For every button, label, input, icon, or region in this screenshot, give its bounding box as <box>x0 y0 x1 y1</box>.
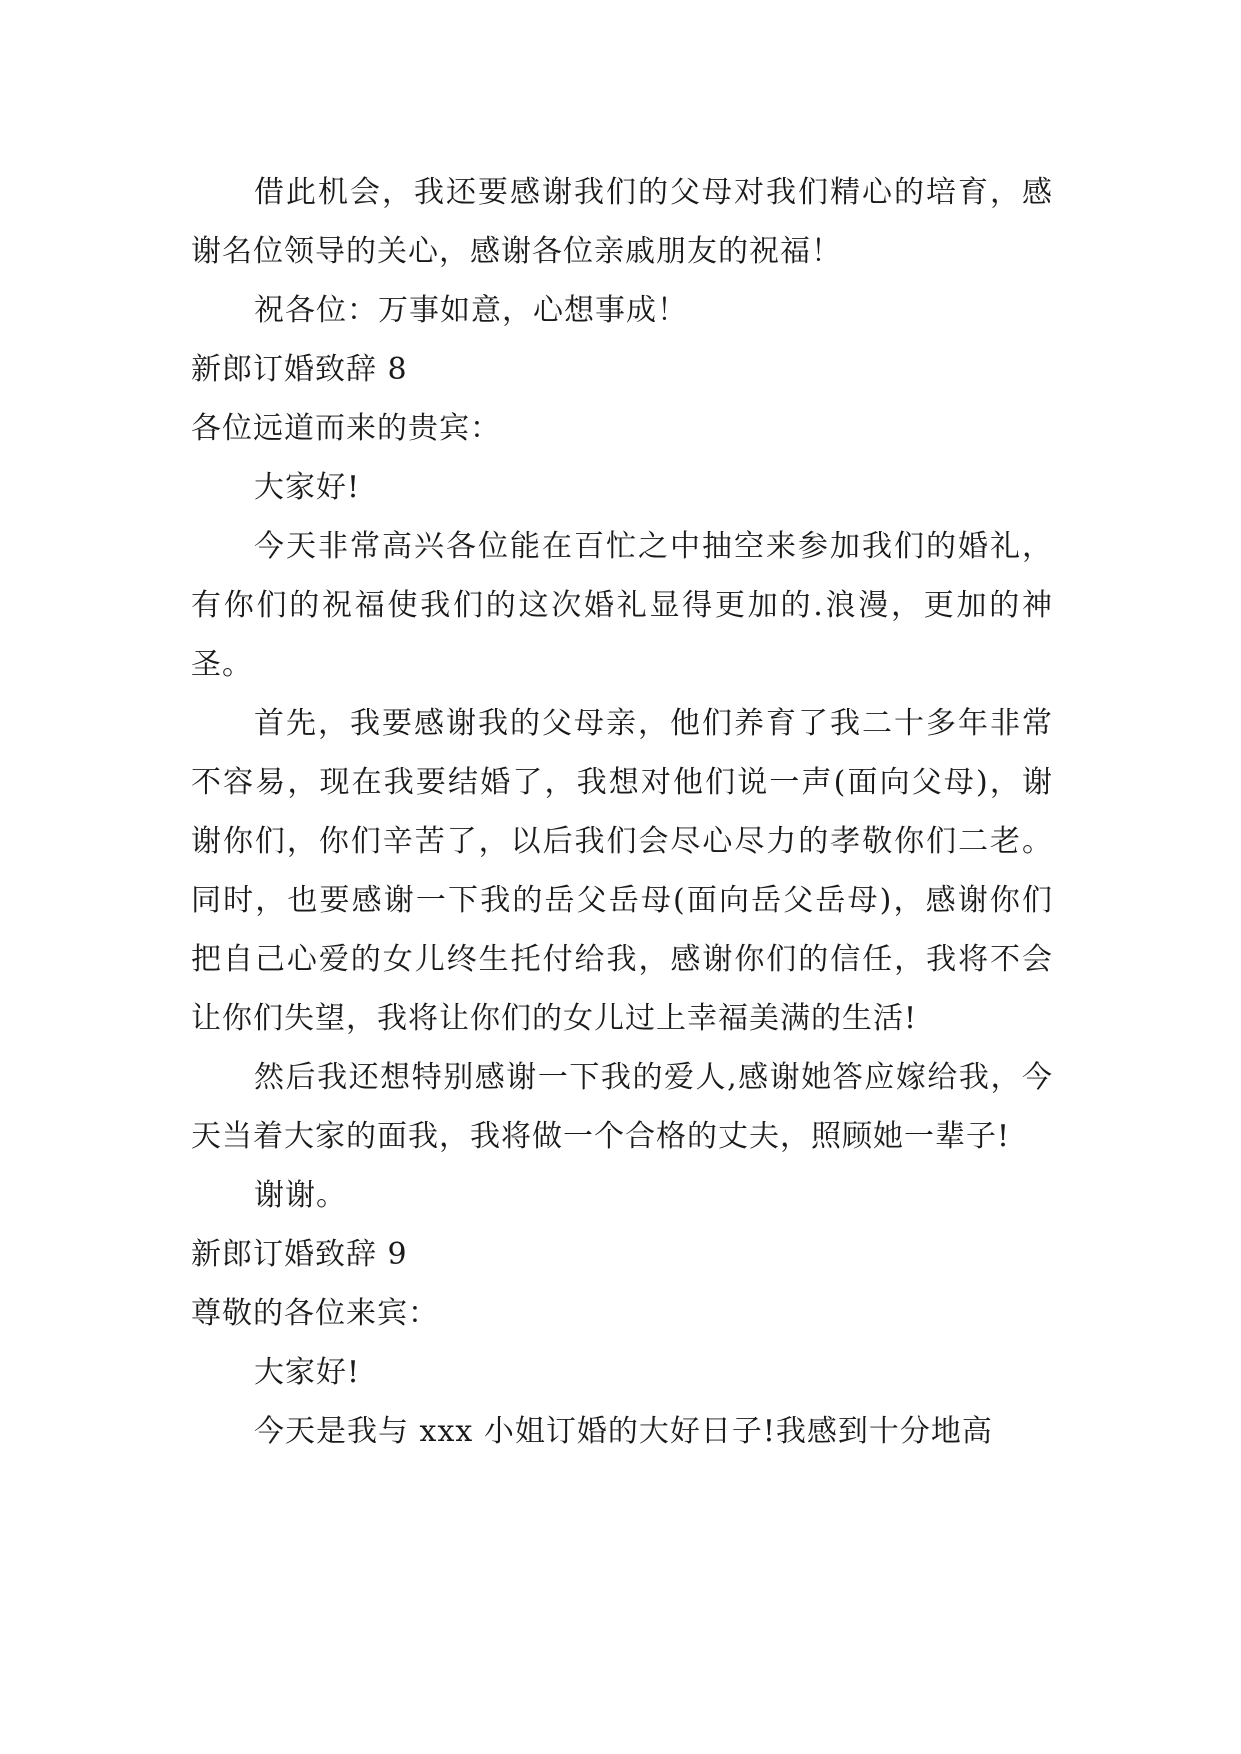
salutation-8: 各位远道而来的贵宾： <box>191 411 501 446</box>
paragraph-parents: 首先，我要感谢我的父母亲，他们养育了我二十多年非常不容易，现在我要结婚了，我想对他们说一声(面向父母)，谢谢你们，你们辛苦了，以后我们会尽心尽力的孝敬你们二老。同时，也要感谢一下我的岳父岳母(面向岳父岳母)，感谢你们把自己心爱的女儿终生托付给我，感谢你们的信任，我将不会让你们失望，我将让你们的女儿过上幸福美满的生活! <box>191 706 1053 1036</box>
salutation-9: 尊敬的各位来宾： <box>191 1296 439 1331</box>
paragraph-blessing: 祝各位：万事如意，心想事成！ <box>254 293 688 328</box>
section-heading-8: 新郎订婚致辞 8 <box>191 352 408 387</box>
paragraph-spouse: 然后我还想特别感谢一下我的爱人,感谢她答应嫁给我，今天当着大家的面我，我将做一个合格的丈夫，照顾她一辈子! <box>191 1060 1053 1154</box>
greeting-9: 大家好! <box>254 1355 361 1390</box>
paragraph-thanks-parents: 借此机会，我还要感谢我们的父母对我们精心的培育，感谢名位领导的关心，感谢各位亲戚朋友的祝福！ <box>191 175 1053 269</box>
paragraph-engagement-day: 今天是我与 xxx 小姐订婚的大好日子!我感到十分地高 <box>254 1414 993 1449</box>
greeting-8: 大家好! <box>254 470 361 505</box>
document-body <box>191 163 1053 1461</box>
closing-thanks-8: 谢谢。 <box>254 1178 347 1213</box>
section-heading-9: 新郎订婚致辞 9 <box>191 1237 408 1272</box>
paragraph-welcome: 今天非常高兴各位能在百忙之中抽空来参加我们的婚礼，有你们的祝福使我们的这次婚礼显得更加的.浪漫，更加的神圣。 <box>191 529 1053 682</box>
